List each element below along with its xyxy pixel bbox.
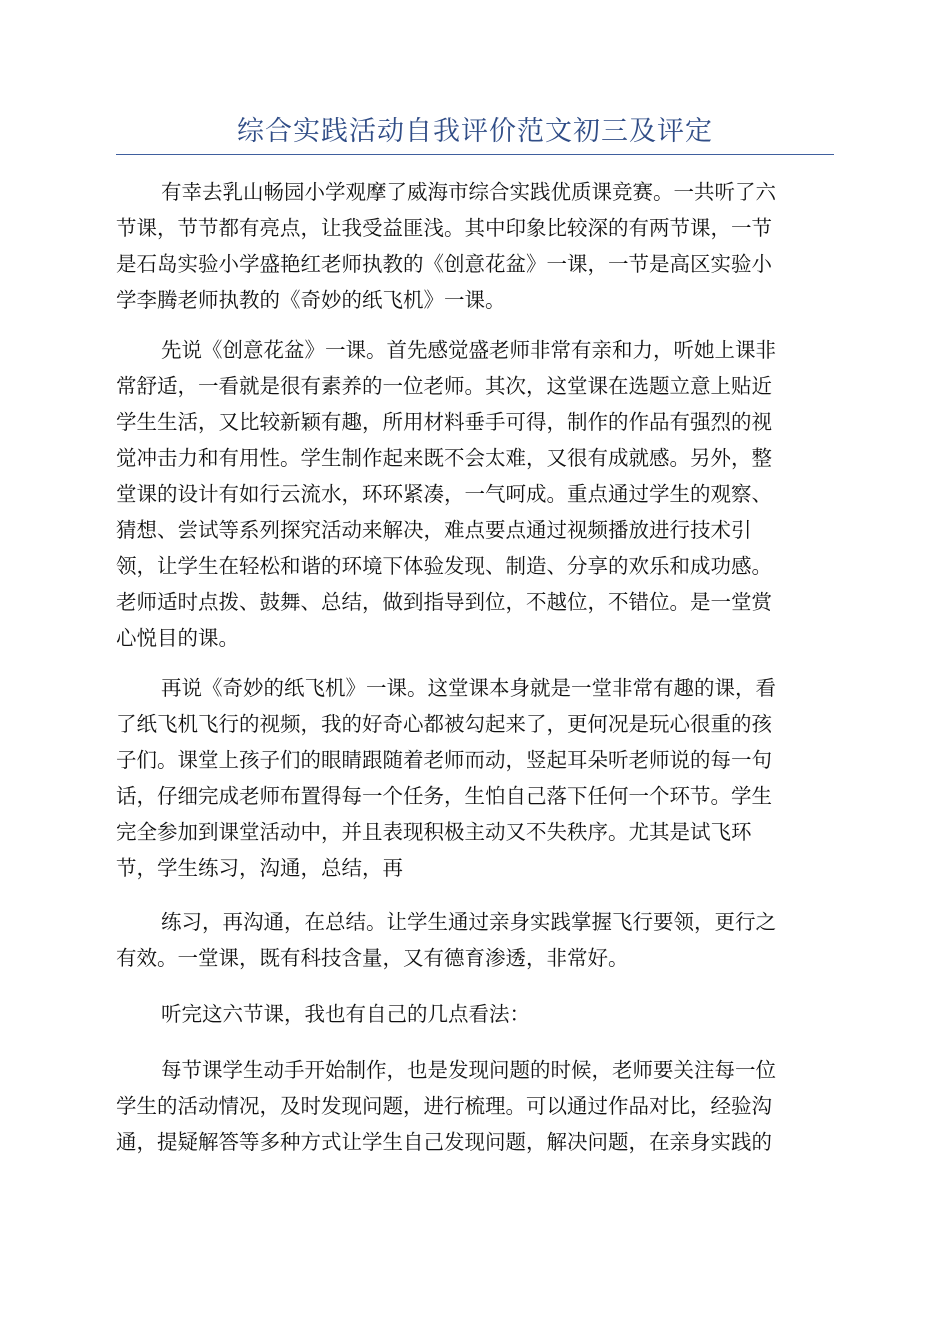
- paragraph-line: 子们。课堂上孩子们的眼睛跟随着老师而动，竖起耳朵听老师说的每一句: [116, 748, 772, 772]
- paragraph-line: 节，学生练习，沟通，总结，再: [116, 856, 403, 880]
- paragraph-line: 学李腾老师执教的《奇妙的纸飞机》一课。: [116, 288, 506, 312]
- title-underline: [116, 154, 834, 155]
- paragraph-line: 猜想、尝试等系列探究活动来解决，难点要点通过视频播放进行技术引: [116, 518, 752, 542]
- document-title: 综合实践活动自我评价范文初三及评定: [237, 116, 713, 147]
- paragraph-4: [116, 904, 834, 976]
- paragraph-line: 话，仔细完成老师布置得每一个任务，生怕自己落下任何一个环节。学生: [116, 784, 772, 808]
- paragraph-line: 节课，节节都有亮点，让我受益匪浅。其中印象比较深的有两节课，一节: [116, 216, 772, 240]
- paragraph-2: [116, 332, 834, 656]
- paragraph-line: 心悦目的课。: [116, 626, 239, 650]
- paragraph-line: 是石岛实验小学盛艳红老师执教的《创意花盆》一课，一节是高区实验小: [116, 252, 772, 276]
- paragraph-3: [116, 670, 834, 886]
- paragraph-spacing: [116, 656, 834, 670]
- paragraph-line: 领，让学生在轻松和谐的环境下体验发现、制造、分享的欢乐和成功感。: [116, 554, 772, 578]
- paragraph-line: 堂课的设计有如行云流水，环环紧凑，一气呵成。重点通过学生的观察、: [116, 482, 772, 506]
- document-body: [116, 174, 834, 1160]
- paragraph-line: 听完这六节课，我也有自己的几点看法：: [161, 1002, 530, 1026]
- paragraph-line: 有幸去乳山畅园小学观摩了威海市综合实践优质课竞赛。一共听了六: [161, 180, 776, 204]
- paragraph-line: 先说《创意花盆》一课。首先感觉盛老师非常有亲和力，听她上课非: [161, 338, 776, 362]
- paragraph-line: 再说《奇妙的纸飞机》一课。这堂课本身就是一堂非常有趣的课，看: [161, 676, 776, 700]
- paragraph-line: 通，提疑解答等多种方式让学生自己发现问题，解决问题，在亲身实践的: [116, 1130, 772, 1154]
- paragraph-5: [116, 996, 834, 1032]
- paragraph-line: 完全参加到课堂活动中，并且表现积极主动又不失秩序。尤其是试飞环: [116, 820, 752, 844]
- paragraph-spacing: [116, 1032, 834, 1052]
- paragraph-line: 老师适时点拨、鼓舞、总结，做到指导到位，不越位，不错位。是一堂赏: [116, 590, 772, 614]
- paragraph-spacing: [116, 318, 834, 332]
- paragraph-line: 学生的活动情况，及时发现问题，进行梳理。可以通过作品对比，经验沟: [116, 1094, 772, 1118]
- paragraph-line: 每节课学生动手开始制作，也是发现问题的时候，老师要关注每一位: [161, 1058, 776, 1082]
- paragraph-line: 学生生活，又比较新颖有趣，所用材料垂手可得，制作的作品有强烈的视: [116, 410, 772, 434]
- paragraph-6: [116, 1052, 834, 1160]
- paragraph-line: 觉冲击力和有用性。学生制作起来既不会太难，又很有成就感。另外，整: [116, 446, 772, 470]
- paragraph-line: 有效。一堂课，既有科技含量，又有德育渗透，非常好。: [116, 946, 629, 970]
- paragraph-line: 常舒适，一看就是很有素养的一位老师。其次，这堂课在选题立意上贴近: [116, 374, 772, 398]
- paragraph-spacing: [116, 886, 834, 904]
- paragraph-spacing: [116, 976, 834, 996]
- paragraph-line: 练习，再沟通，在总结。让学生通过亲身实践掌握飞行要领，更行之: [161, 910, 776, 934]
- paragraph-1: [116, 174, 834, 318]
- paragraph-line: 了纸飞机飞行的视频，我的好奇心都被勾起来了，更何况是玩心很重的孩: [116, 712, 772, 736]
